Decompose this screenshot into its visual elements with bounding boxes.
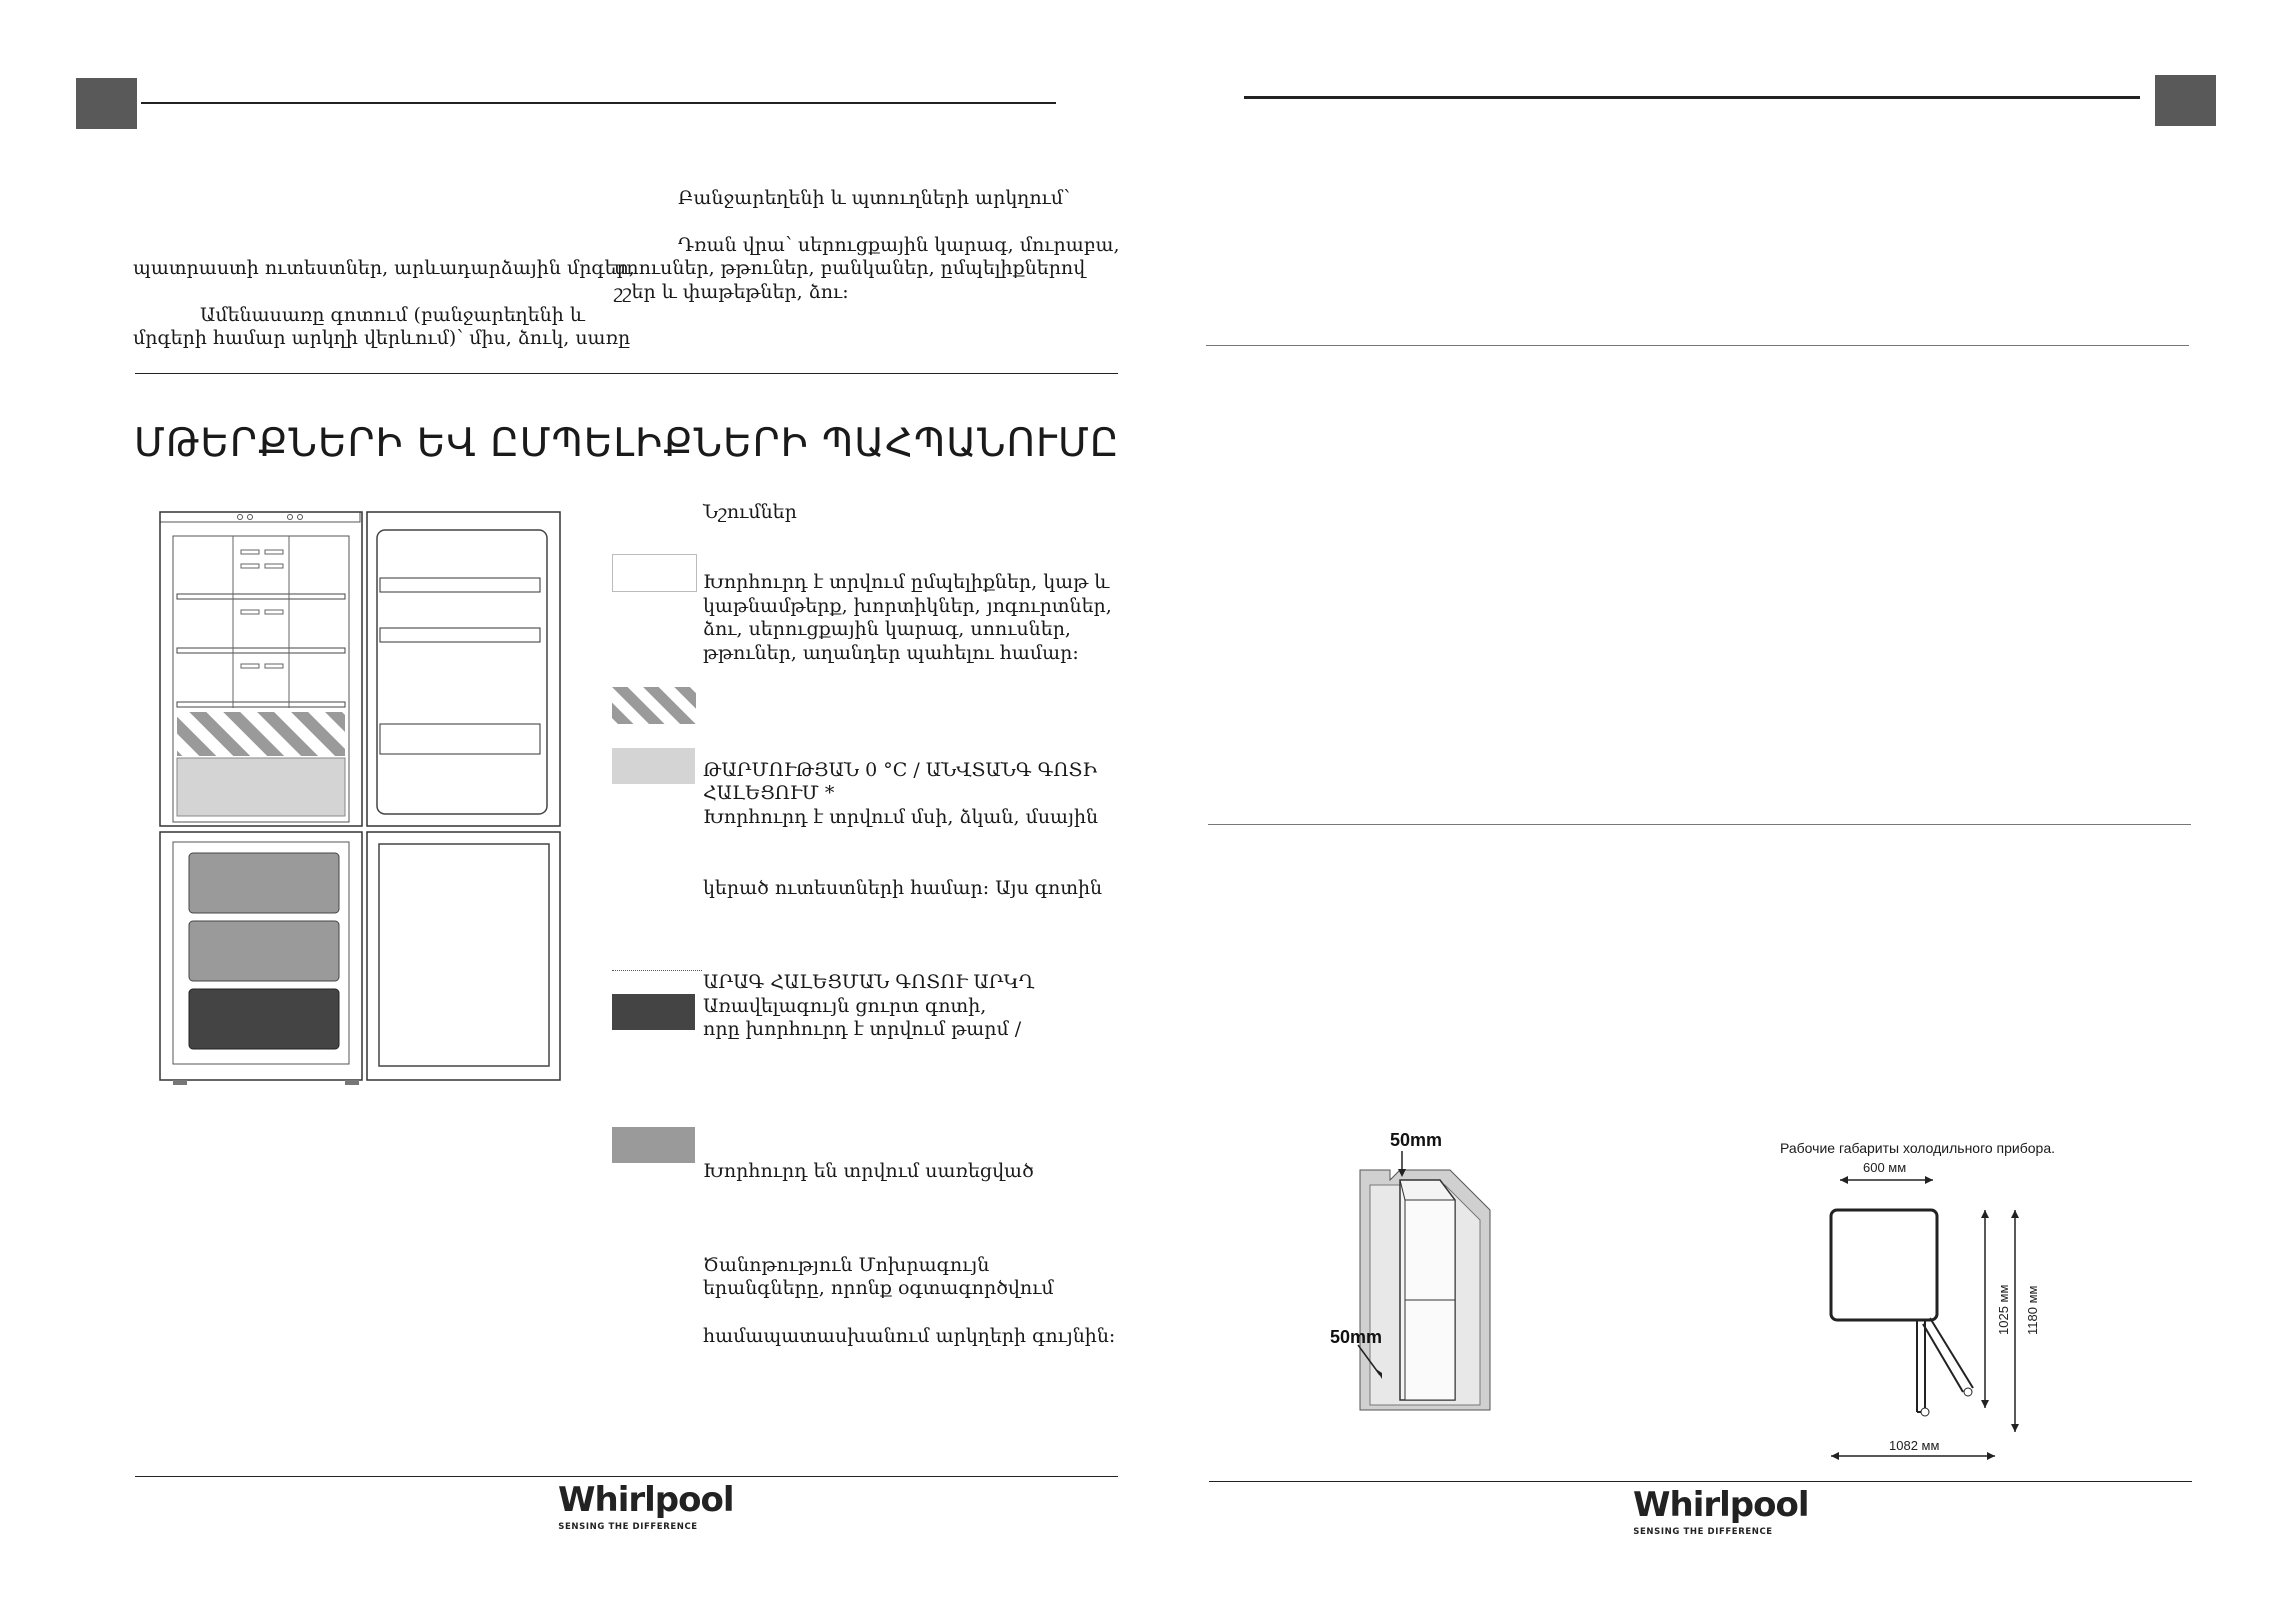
legend-white-line1: Խորհուրդ է տրվում ըմպելիքներ, կաթ և [703, 571, 1110, 593]
legend-swatch-mid-gray [612, 1127, 695, 1163]
legend-zone-line3: Խորհուրդ է տրվում մսի, ձկան, մսային [703, 806, 1099, 828]
intro-col1-line1: պատրաստի ուտեստներ, արևադարձային մրգեր, [133, 257, 635, 279]
page-tab-left [76, 78, 137, 129]
fridge-diagram [155, 508, 565, 1088]
section-rule-right-2 [1208, 824, 2191, 825]
intro-col2-line3: սոուսներ, թթուներ, բանկաներ, ըմպելիքներով [614, 257, 1086, 279]
legend-fast-line3: որը խորհուրդ է տրվում թարմ / [703, 1018, 1022, 1040]
section-title: ՄԹԵՐՔՆԵՐԻ ԵՎ ԸՄՊԵԼԻՔՆԵՐԻ ՊԱՀՊԱՆՈՒՄԸ [134, 421, 1120, 466]
legend-white-line2: կաթնամթերք, խորտիկներ, յոգուրտներ, [703, 595, 1112, 617]
intro-col1-line2: Ամենասառը գոտում (բանջարեղենի և [200, 304, 585, 326]
intro-col2-line1: Բանջարեղենի և պտուղների արկղում՝ [678, 187, 1071, 209]
intro-col2-line2: Դռան վրա՝ սերուցքային կարագ, մուրաբա, [678, 234, 1120, 256]
legend-heading: Նշումներ [703, 501, 797, 523]
depth-label: 1082 мм [1889, 1438, 1940, 1453]
legend-swatch-white [612, 554, 697, 592]
whirlpool-logo-left [558, 1480, 734, 1532]
legend-swatch-dark [612, 994, 695, 1030]
legend-note-line1: Ծանոթություն Մոխրագույն [703, 1254, 990, 1276]
clearance-diagram [1320, 1125, 1510, 1425]
logo-wordmark: Whirlpool [1633, 1485, 1809, 1525]
intro-col2-line4: շշեր և փաթեթներ, ձու: [614, 281, 849, 303]
legend-dotted-rule [612, 970, 702, 971]
legend-zone-line1: ԹԱՐՄՈՒԹՅԱՆ 0 °C / ԱՆՎՏԱՆԳ ԳՈՏԻ [703, 759, 1098, 781]
section-rule-right-1 [1206, 345, 2189, 346]
gap-top-label: 50mm [1390, 1130, 1443, 1150]
footer-rule-left [135, 1476, 1118, 1477]
header-rule-right [1244, 96, 2140, 99]
logo-tagline: SENSING THE DIFFERENCE [558, 1522, 698, 1532]
legend-zone-line2: ՀԱԼԵՑՈՒՄ * [703, 782, 835, 804]
width-label: 600 мм [1863, 1160, 1907, 1175]
whirlpool-logo-right [1633, 1485, 1809, 1537]
legend-white-line3: ձու, սերուցքային կարագ, սոուսներ, [703, 618, 1071, 640]
section-rule-left [135, 373, 1118, 374]
dims-caption: Рабочие габариты холодильного прибора. [1780, 1140, 2056, 1156]
legend-gray-line1: Խորհուրդ են տրվում սառեցված [703, 1160, 1034, 1182]
legend-note-line3: համապատասխանում արկղերի գույնին: [703, 1325, 1116, 1347]
page-tab-right [2155, 75, 2216, 126]
legend-white-line4: թթուներ, աղանդեր պահելու համար: [703, 642, 1079, 664]
logo-wordmark: Whirlpool [558, 1480, 734, 1520]
legend-zone-line4: կերած ուտեստների համար: Այս գոտին [703, 877, 1103, 899]
legend-fast-line2: Առավելագույն ցուրտ գոտի, [703, 995, 987, 1017]
gap-side-label: 50mm [1330, 1327, 1383, 1347]
legend-note-line2: երանգները, որոնք օգտագործվում [703, 1277, 1054, 1299]
operating-dims-diagram [1825, 1160, 2065, 1470]
height2-label: 1180 мм [2025, 1285, 2040, 1335]
intro-col1-line3: մրգերի համար արկղի վերևում)՝ միս, ձուկ, սառը [133, 327, 631, 349]
header-rule-left [141, 102, 1056, 104]
height1-label: 1025 мм [1996, 1284, 2011, 1335]
footer-rule-right [1209, 1481, 2192, 1482]
legend-fast-line1: ԱՐԱԳ ՀԱԼԵՑՄԱՆ ԳՈՏՈՒ ԱՐԿՂ [703, 971, 1035, 993]
logo-tagline: SENSING THE DIFFERENCE [1633, 1527, 1773, 1537]
legend-swatch-light-gray [612, 748, 695, 784]
legend-swatch-hatched [612, 687, 696, 724]
